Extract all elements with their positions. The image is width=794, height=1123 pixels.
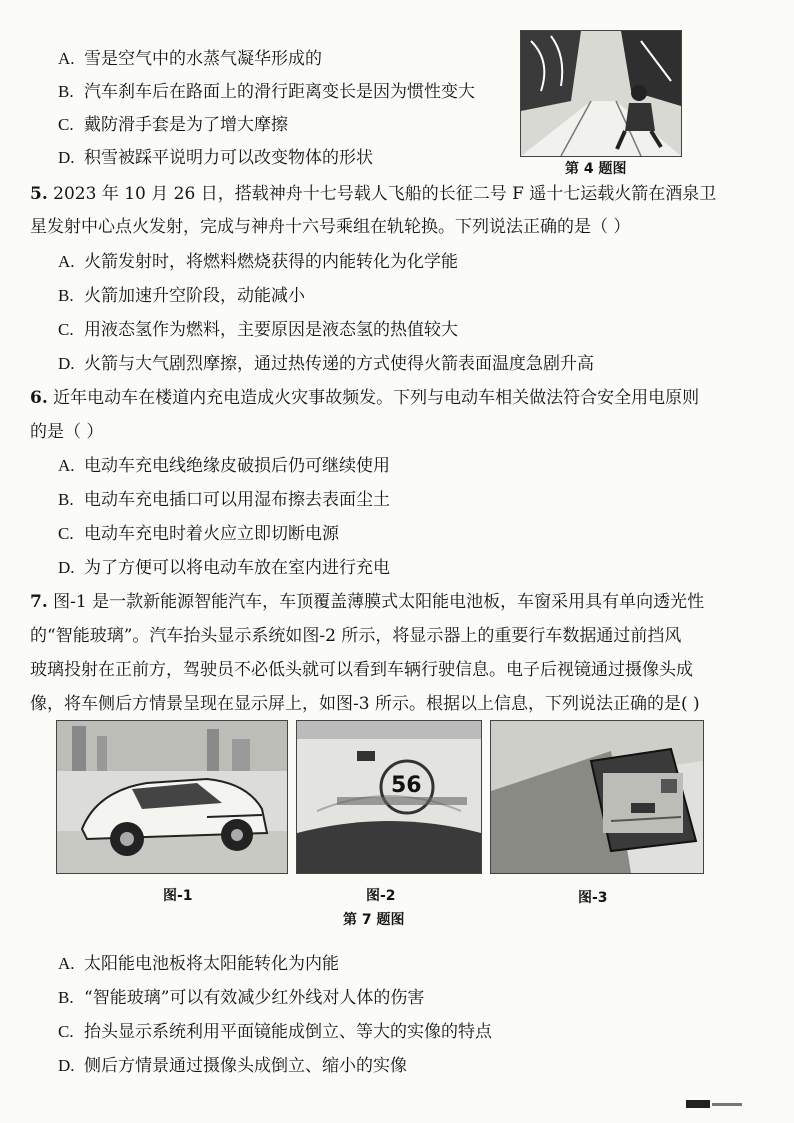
q6-stem-line1: 6. 近年电动车在楼道内充电造成火灾事故频发。下列与电动车相关做法符合安全用电原则 [30, 388, 700, 408]
q7-option-d: D. 侧后方情景通过摄像头成倒立、缩小的实像 [58, 1056, 407, 1076]
q7-option-a: A. 太阳能电池板将太阳能转化为内能 [58, 954, 339, 974]
q7-figure-2-label: 图-2 [366, 888, 396, 904]
electronic-mirror-illustration [491, 721, 703, 873]
q6-option-b: B. 电动车充电插口可以用湿布擦去表面尘土 [58, 490, 390, 510]
q7-figure-caption: 第 7 题图 [343, 912, 405, 928]
heads-up-display-illustration [297, 721, 481, 873]
q4-option-c: C. 戴防滑手套是为了增大摩擦 [58, 115, 288, 135]
q6-option-c: C. 电动车充电时着火应立即切断电源 [58, 524, 339, 544]
q7-figure-3-photo [490, 720, 704, 874]
q7-figure-2-photo [296, 720, 482, 874]
smart-car-illustration [57, 721, 287, 873]
q5-stem-line2: 星发射中心点火发射，完成与神舟十六号乘组在轨轮换。下列说法正确的是（ ） [30, 217, 631, 237]
q6-stem-line2: 的是（ ） [30, 422, 104, 442]
snow-scene-illustration [521, 31, 681, 156]
q4-option-b: B. 汽车刹车后在路面上的滑行距离变长是因为惯性变大 [58, 82, 475, 102]
q7-stem-line2: 的“智能玻璃”。汽车抬头显示系统如图-2 所示，将显示器上的重要行车数据通过前挡风 [30, 626, 682, 646]
q5-option-a: A. 火箭发射时，将燃料燃烧获得的内能转化为化学能 [58, 252, 458, 272]
q5-number: 5. [30, 184, 48, 204]
q7-number: 7. [30, 592, 48, 612]
q6-option-a: A. 电动车充电线绝缘皮破损后仍可继续使用 [58, 456, 390, 476]
q7-option-c: C. 抬头显示系统利用平面镜能成倒立、等大的实像的特点 [58, 1022, 492, 1042]
q7-stem-line4: 像，将车侧后方情景呈现在显示屏上，如图-3 所示。根据以上信息，下列说法正确的是( ) [30, 694, 700, 714]
q5-option-d: D. 火箭与大气剧烈摩擦，通过热传递的方式使得火箭表面温度急剧升高 [58, 354, 594, 374]
q4-option-d: D. 积雪被踩平说明力可以改变物体的形状 [58, 148, 373, 168]
q4-figure-caption: 第 4 题图 [565, 161, 627, 177]
q7-stem-line3: 玻璃投射在正前方，驾驶员不必低头就可以看到车辆行驶信息。电子后视镜通过摄像头成 [30, 660, 693, 680]
page-corner-mark-tail [712, 1103, 742, 1106]
q7-figure-1-photo [56, 720, 288, 874]
q6-option-d: D. 为了方便可以将电动车放在室内进行充电 [58, 558, 390, 578]
q7-option-b: B. “智能玻璃”可以有效减少红外线对人体的伤害 [58, 988, 425, 1008]
q4-option-a: A. 雪是空气中的水蒸气凝华形成的 [58, 49, 322, 69]
q5-option-b: B. 火箭加速升空阶段，动能减小 [58, 286, 305, 306]
q7-figure-1-label: 图-1 [163, 888, 193, 904]
hud-speed-readout: 56 [391, 773, 422, 798]
q4-figure-photo [520, 30, 682, 157]
q6-number: 6. [30, 388, 48, 408]
q5-stem-line1: 5. 2023 年 10 月 26 日，搭载神舟十七号载人飞船的长征二号 F 遥十七运载火箭在酒泉卫 [30, 184, 717, 204]
q7-stem-line1: 7. 图-1 是一款新能源智能汽车，车顶覆盖薄膜式太阳能电池板，车窗采用具有单向透光性 [30, 592, 705, 612]
q7-figure-3-label: 图-3 [578, 890, 608, 906]
page-corner-mark [686, 1100, 710, 1108]
q5-option-c: C. 用液态氢作为燃料，主要原因是液态氢的热值较大 [58, 320, 458, 340]
